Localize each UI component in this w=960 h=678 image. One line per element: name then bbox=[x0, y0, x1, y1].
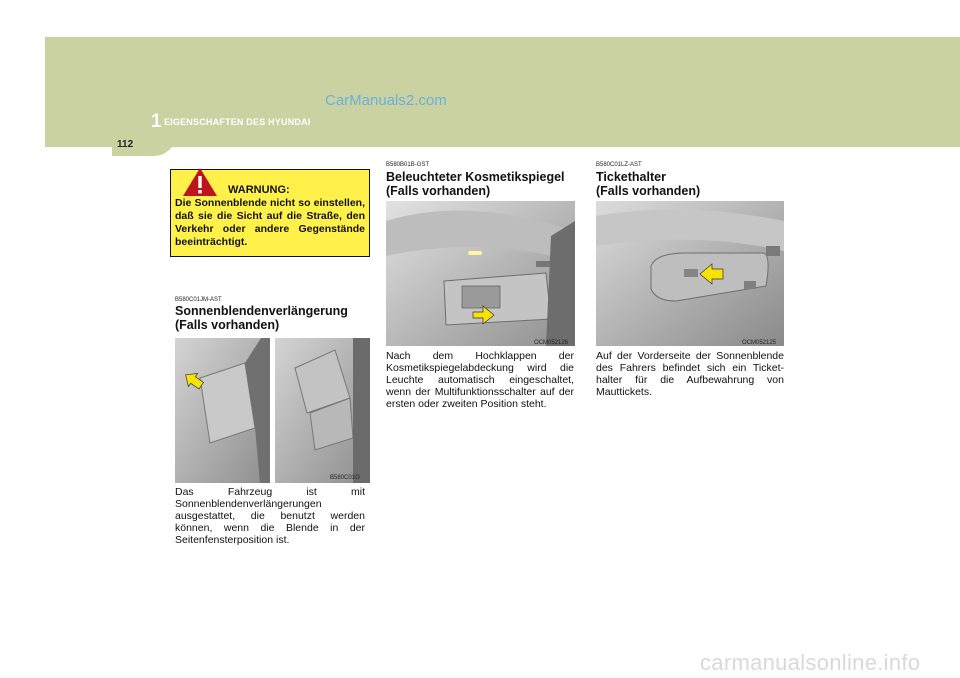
section-heading-line: (Falls vorhanden) bbox=[175, 318, 280, 332]
warning-triangle-icon bbox=[182, 167, 218, 197]
sun-visor-extension-figure bbox=[175, 338, 370, 483]
chapter-number: 1 bbox=[151, 111, 162, 132]
watermark-link[interactable]: CarManuals2.com bbox=[325, 92, 447, 109]
section-heading-line: Tickethalter bbox=[596, 170, 666, 184]
section-body-text: Nach dem Hochklappen der Kosmetikspiegelabdeckung wird die Leuchte automatisch eingeschaltet, wenn der Multifunktionsschalter auf der ersten oder zweiten Position steht. bbox=[386, 350, 574, 410]
section-heading-line: (Falls vorhanden) bbox=[596, 184, 701, 198]
figure-code: OCM052126 bbox=[534, 340, 569, 346]
footer-watermark: carmanualsonline.info bbox=[700, 650, 921, 675]
ticket-holder-figure bbox=[596, 201, 784, 346]
figure-code: B580C01O bbox=[330, 475, 360, 481]
figure-code: OCM052125 bbox=[742, 340, 777, 346]
section-code: B580C01JM-AST bbox=[175, 297, 222, 303]
chapter-title: EIGENSCHAFTEN DES HYUNDAI bbox=[164, 117, 311, 127]
warning-title: WARNUNG: bbox=[228, 184, 290, 196]
warning-text: Die Sonnenblende nicht so einstellen, daß sie die Sicht auf die Straße, den Verkehr oder andere Gegenstände beeinträchtigt. bbox=[175, 197, 365, 248]
vanity-mirror-figure bbox=[386, 201, 575, 346]
section-body-text: Das Fahrzeug ist mit Sonnenblendenverlängerungen ausgestattet, die benutzt werden können, wenn die Blende in der Seitenfensterposition ist. bbox=[175, 486, 365, 546]
section-heading-line: Sonnenblendenverlängerung bbox=[175, 304, 348, 318]
page-number: 112 bbox=[117, 139, 134, 150]
section-code: B580B01B-GST bbox=[386, 162, 430, 168]
section-heading-line: (Falls vorhanden) bbox=[386, 184, 491, 198]
section-heading-line: Beleuchteter Kosmetikspiegel bbox=[386, 170, 565, 184]
section-heading bbox=[175, 304, 348, 332]
section-body-text: Auf der Vorderseite der Sonnenblende des Fahrers befindet sich ein Ticket-halter für die Aufbewahrung von Mauttickets. bbox=[596, 350, 784, 398]
header-band bbox=[45, 37, 960, 147]
section-heading bbox=[386, 170, 565, 198]
section-heading bbox=[596, 170, 700, 198]
section-code: B580C01LZ-AST bbox=[596, 162, 642, 168]
